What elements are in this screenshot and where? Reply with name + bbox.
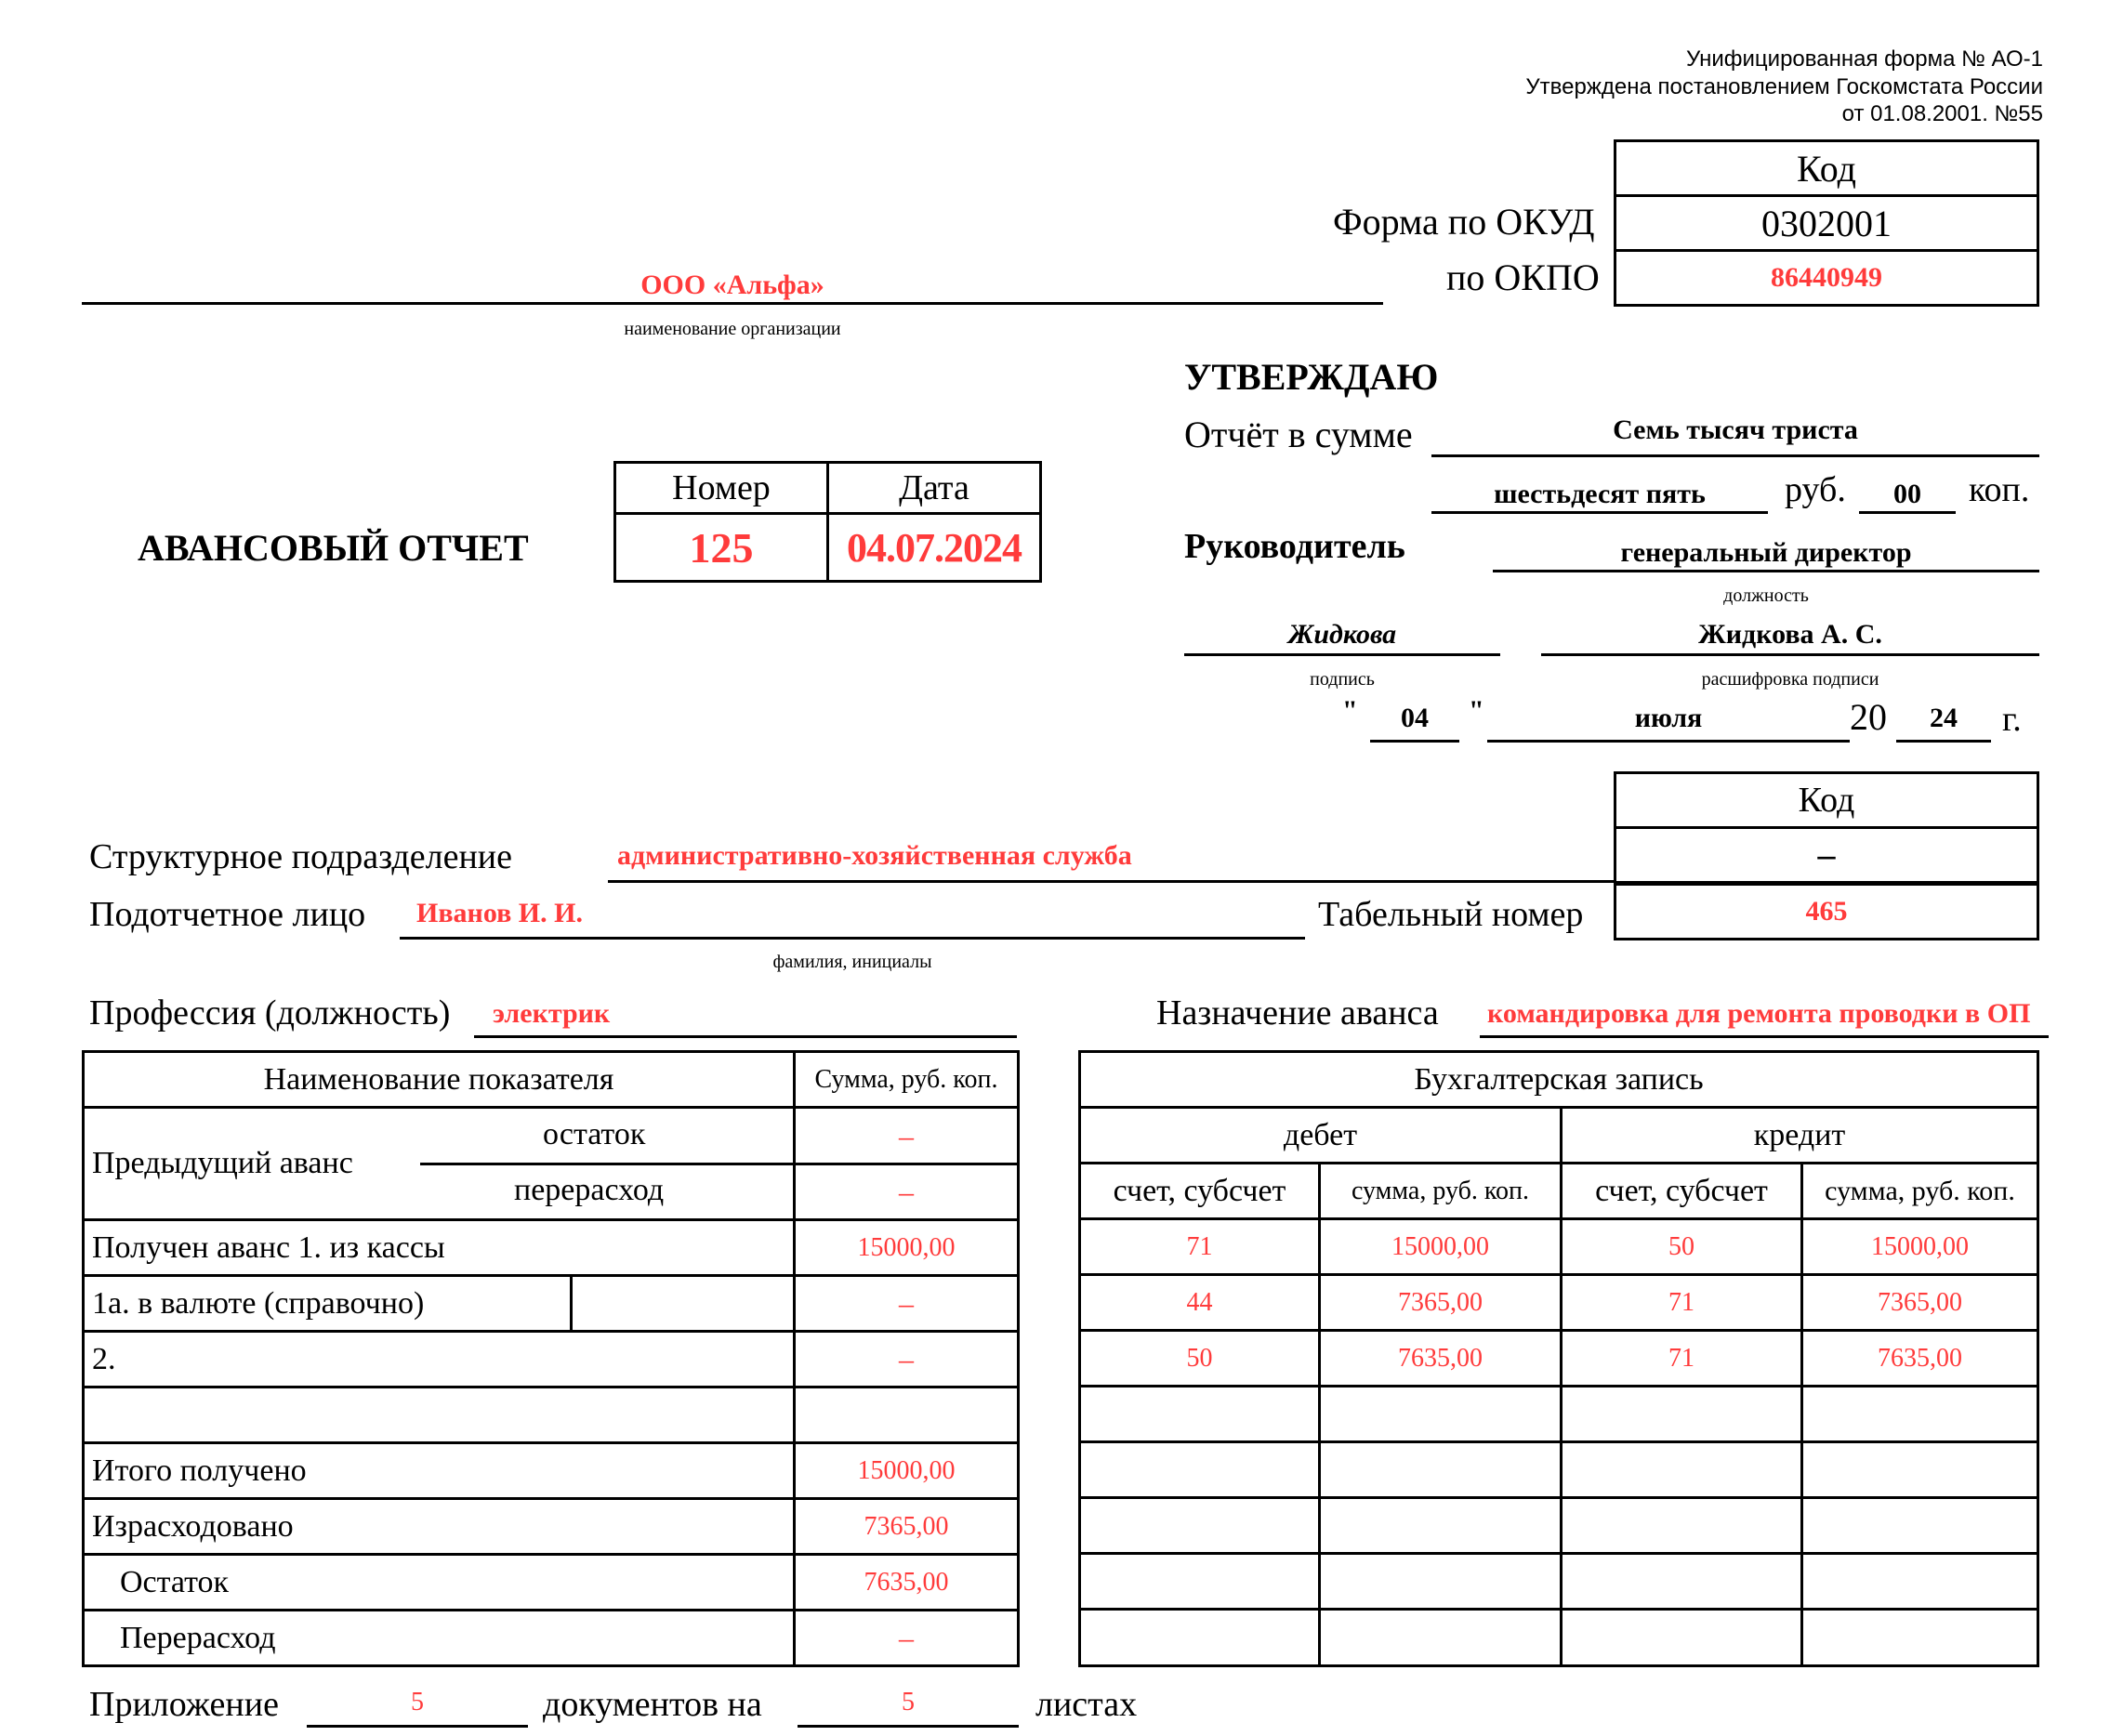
row3-debit-sum: 7635,00 [1318, 1329, 1563, 1387]
empty-row-4c [1560, 1385, 1803, 1443]
approval-title: УТВЕРЖДАЮ [1184, 356, 1439, 398]
row3-credit-account: 71 [1560, 1329, 1803, 1387]
prev-advance-text: Предыдущий аванс [92, 1146, 353, 1180]
year-prefix: 20 [1850, 696, 1887, 738]
col-name-header: Наименование показателя [82, 1050, 796, 1109]
row3-debit-account: 50 [1078, 1329, 1321, 1387]
head-position-line [1493, 570, 2039, 572]
row2-credit-account: 71 [1560, 1273, 1803, 1332]
subdivision-code: – [1614, 826, 2039, 884]
attachment-label: Приложение [89, 1685, 279, 1724]
over-value: – [793, 1609, 1020, 1667]
approved-by-label: Утверждена постановлением Госкомстата России [1525, 74, 2043, 99]
credit-sum-header: сумма, руб. коп. [1800, 1162, 2039, 1220]
signature-caption: подпись [1310, 669, 1375, 690]
okud-value: 0302001 [1614, 194, 2039, 252]
empty-row-label [82, 1386, 796, 1444]
kop-value: 00 [1893, 479, 1921, 509]
prev-remainder-value: – [793, 1106, 1020, 1165]
empty-row-8c [1560, 1608, 1803, 1667]
empty-row-5c [1560, 1440, 1803, 1499]
col-sum-header: Сумма, руб. коп. [793, 1050, 1020, 1109]
day-value: 04 [1401, 703, 1429, 733]
organization-name: ООО «Альфа» [640, 270, 824, 300]
empty-row-5a [1078, 1440, 1321, 1499]
okud-label: Форма по ОКУД [1333, 201, 1595, 243]
rest-value: 7635,00 [793, 1553, 1020, 1611]
person-line [400, 937, 1305, 940]
empty-row-6d [1800, 1496, 2039, 1555]
empty-row-7a [1078, 1552, 1321, 1611]
credit-header: кредит [1560, 1106, 2039, 1164]
month-value: июля [1634, 703, 1703, 733]
attachment-docs: 5 [411, 1688, 424, 1716]
organization-line [82, 302, 1383, 305]
empty-row-6a [1078, 1496, 1321, 1555]
subdivision-line [608, 880, 1614, 883]
rest-label: Остаток [82, 1553, 796, 1611]
kop-label: коп. [1969, 470, 2030, 509]
kop-line [1859, 511, 1956, 514]
report-number: 125 [613, 512, 829, 583]
unified-form-label: Унифицированная форма № АО-1 [1685, 46, 2043, 72]
over-label: Перерасход [82, 1609, 796, 1667]
report-date: 04.07.2024 [826, 512, 1042, 583]
quote-close: " [1469, 695, 1484, 726]
empty-row-6b [1318, 1496, 1563, 1555]
purpose-line [1480, 1035, 2049, 1038]
debit-account-header: счет, субсчет [1078, 1162, 1321, 1220]
row2-label: 2. [82, 1330, 796, 1388]
purpose-label: Назначение аванса [1156, 993, 1439, 1032]
profession-label: Профессия (должность) [89, 993, 451, 1032]
row1-credit-account: 50 [1560, 1217, 1803, 1276]
signature-decoded: Жидкова А. С. [1698, 619, 1882, 650]
profession-value: электрик [493, 998, 611, 1029]
empty-row-8b [1318, 1608, 1563, 1667]
head-position: генеральный директор [1620, 537, 1912, 568]
row2-value: – [793, 1330, 1020, 1388]
signature: Жидкова [1287, 619, 1397, 650]
person-value: Иванов И. И. [416, 898, 583, 928]
empty-row-5d [1800, 1440, 2039, 1499]
day-line [1370, 740, 1459, 743]
attachment-sheets: 5 [902, 1688, 915, 1716]
decoded-caption: расшифровка подписи [1701, 669, 1879, 690]
sum-words-2: шестьдесят пять [1494, 479, 1706, 509]
prev-advance-split [420, 1163, 796, 1165]
person-label: Подотчетное лицо [89, 895, 366, 934]
empty-row-6c [1560, 1496, 1803, 1555]
row2-debit-sum: 7365,00 [1318, 1273, 1563, 1332]
received-cash-label: Получен аванс 1. из кассы [82, 1218, 796, 1277]
report-title: АВАНСОВЫЙ ОТЧЕТ [138, 527, 529, 569]
approved-date-label: от 01.08.2001. №55 [1841, 101, 2043, 126]
attachment-docs-line [307, 1725, 528, 1728]
tab-label: Табельный номер [1318, 895, 1584, 934]
empty-row-5b [1318, 1440, 1563, 1499]
spent-label: Израсходовано [82, 1497, 796, 1556]
received-cash-value: 15000,00 [793, 1218, 1020, 1277]
empty-row-value [793, 1386, 1020, 1444]
empty-row-4d [1800, 1385, 2039, 1443]
debit-header: дебет [1078, 1106, 1563, 1164]
okpo-label: по ОКПО [1446, 256, 1600, 298]
credit-account-header: счет, субсчет [1560, 1162, 1803, 1220]
position-caption: должность [1723, 585, 1809, 606]
total-received-label: Итого получено [82, 1441, 796, 1500]
prev-overspend-label: перерасход [514, 1173, 665, 1207]
tab-number: 465 [1614, 883, 2039, 940]
rub-label: руб. [1785, 470, 1846, 509]
currency-value: – [793, 1274, 1020, 1333]
attachment-sheets-label: листах [1035, 1685, 1138, 1724]
empty-row-7d [1800, 1552, 2039, 1611]
empty-row-7b [1318, 1552, 1563, 1611]
signature-decoded-line [1541, 653, 2039, 656]
purpose-value: командировка для ремонта проводки в ОП [1487, 998, 2031, 1029]
attachment-sheets-line [798, 1725, 1019, 1728]
currency-empty [570, 1274, 796, 1333]
sum-label: Отчёт в сумме [1184, 414, 1413, 455]
organization-caption: наименование организации [624, 319, 841, 339]
employee-code-header: Код [1614, 771, 2039, 829]
row1-debit-sum: 15000,00 [1318, 1217, 1563, 1276]
currency-label: 1а. в валюте (справочно) [82, 1274, 573, 1333]
number-label: Номер [613, 461, 829, 515]
sum-line-2 [1431, 511, 1768, 514]
empty-row-7c [1560, 1552, 1803, 1611]
subdivision-label: Структурное подразделение [89, 837, 512, 876]
empty-row-4b [1318, 1385, 1563, 1443]
prev-remainder-label: остаток [543, 1117, 646, 1151]
total-received-value: 15000,00 [793, 1441, 1020, 1500]
debit-sum-header: сумма, руб. коп. [1318, 1162, 1563, 1220]
row1-debit-account: 71 [1078, 1217, 1321, 1276]
empty-row-8d [1800, 1608, 2039, 1667]
accounting-title: Бухгалтерская запись [1078, 1050, 2039, 1109]
empty-row-4a [1078, 1385, 1321, 1443]
row3-credit-sum: 7635,00 [1800, 1329, 2039, 1387]
spent-value: 7365,00 [793, 1497, 1020, 1556]
head-label: Руководитель [1184, 527, 1405, 566]
code-header: Код [1614, 139, 2039, 197]
okpo-value: 86440949 [1614, 249, 2039, 307]
sum-line-1 [1431, 454, 2039, 457]
attachment-docs-label: документов на [543, 1685, 762, 1724]
profession-line [474, 1035, 1017, 1038]
person-caption: фамилия, инициалы [772, 952, 932, 972]
sum-words-1: Семь тысяч триста [1613, 414, 1858, 445]
year-label: г. [2002, 700, 2022, 739]
year-line [1896, 740, 1991, 743]
row2-credit-sum: 7365,00 [1800, 1273, 2039, 1332]
row1-credit-sum: 15000,00 [1800, 1217, 2039, 1276]
date-label: Дата [826, 461, 1042, 515]
quote-open: " [1342, 695, 1358, 726]
empty-row-8a [1078, 1608, 1321, 1667]
year-suffix: 24 [1930, 703, 1958, 733]
month-line [1487, 740, 1850, 743]
subdivision-value: административно-хозяйственная служба [617, 840, 1132, 871]
signature-line [1184, 653, 1500, 656]
prev-overspend-value: – [793, 1163, 1020, 1221]
row2-debit-account: 44 [1078, 1273, 1321, 1332]
